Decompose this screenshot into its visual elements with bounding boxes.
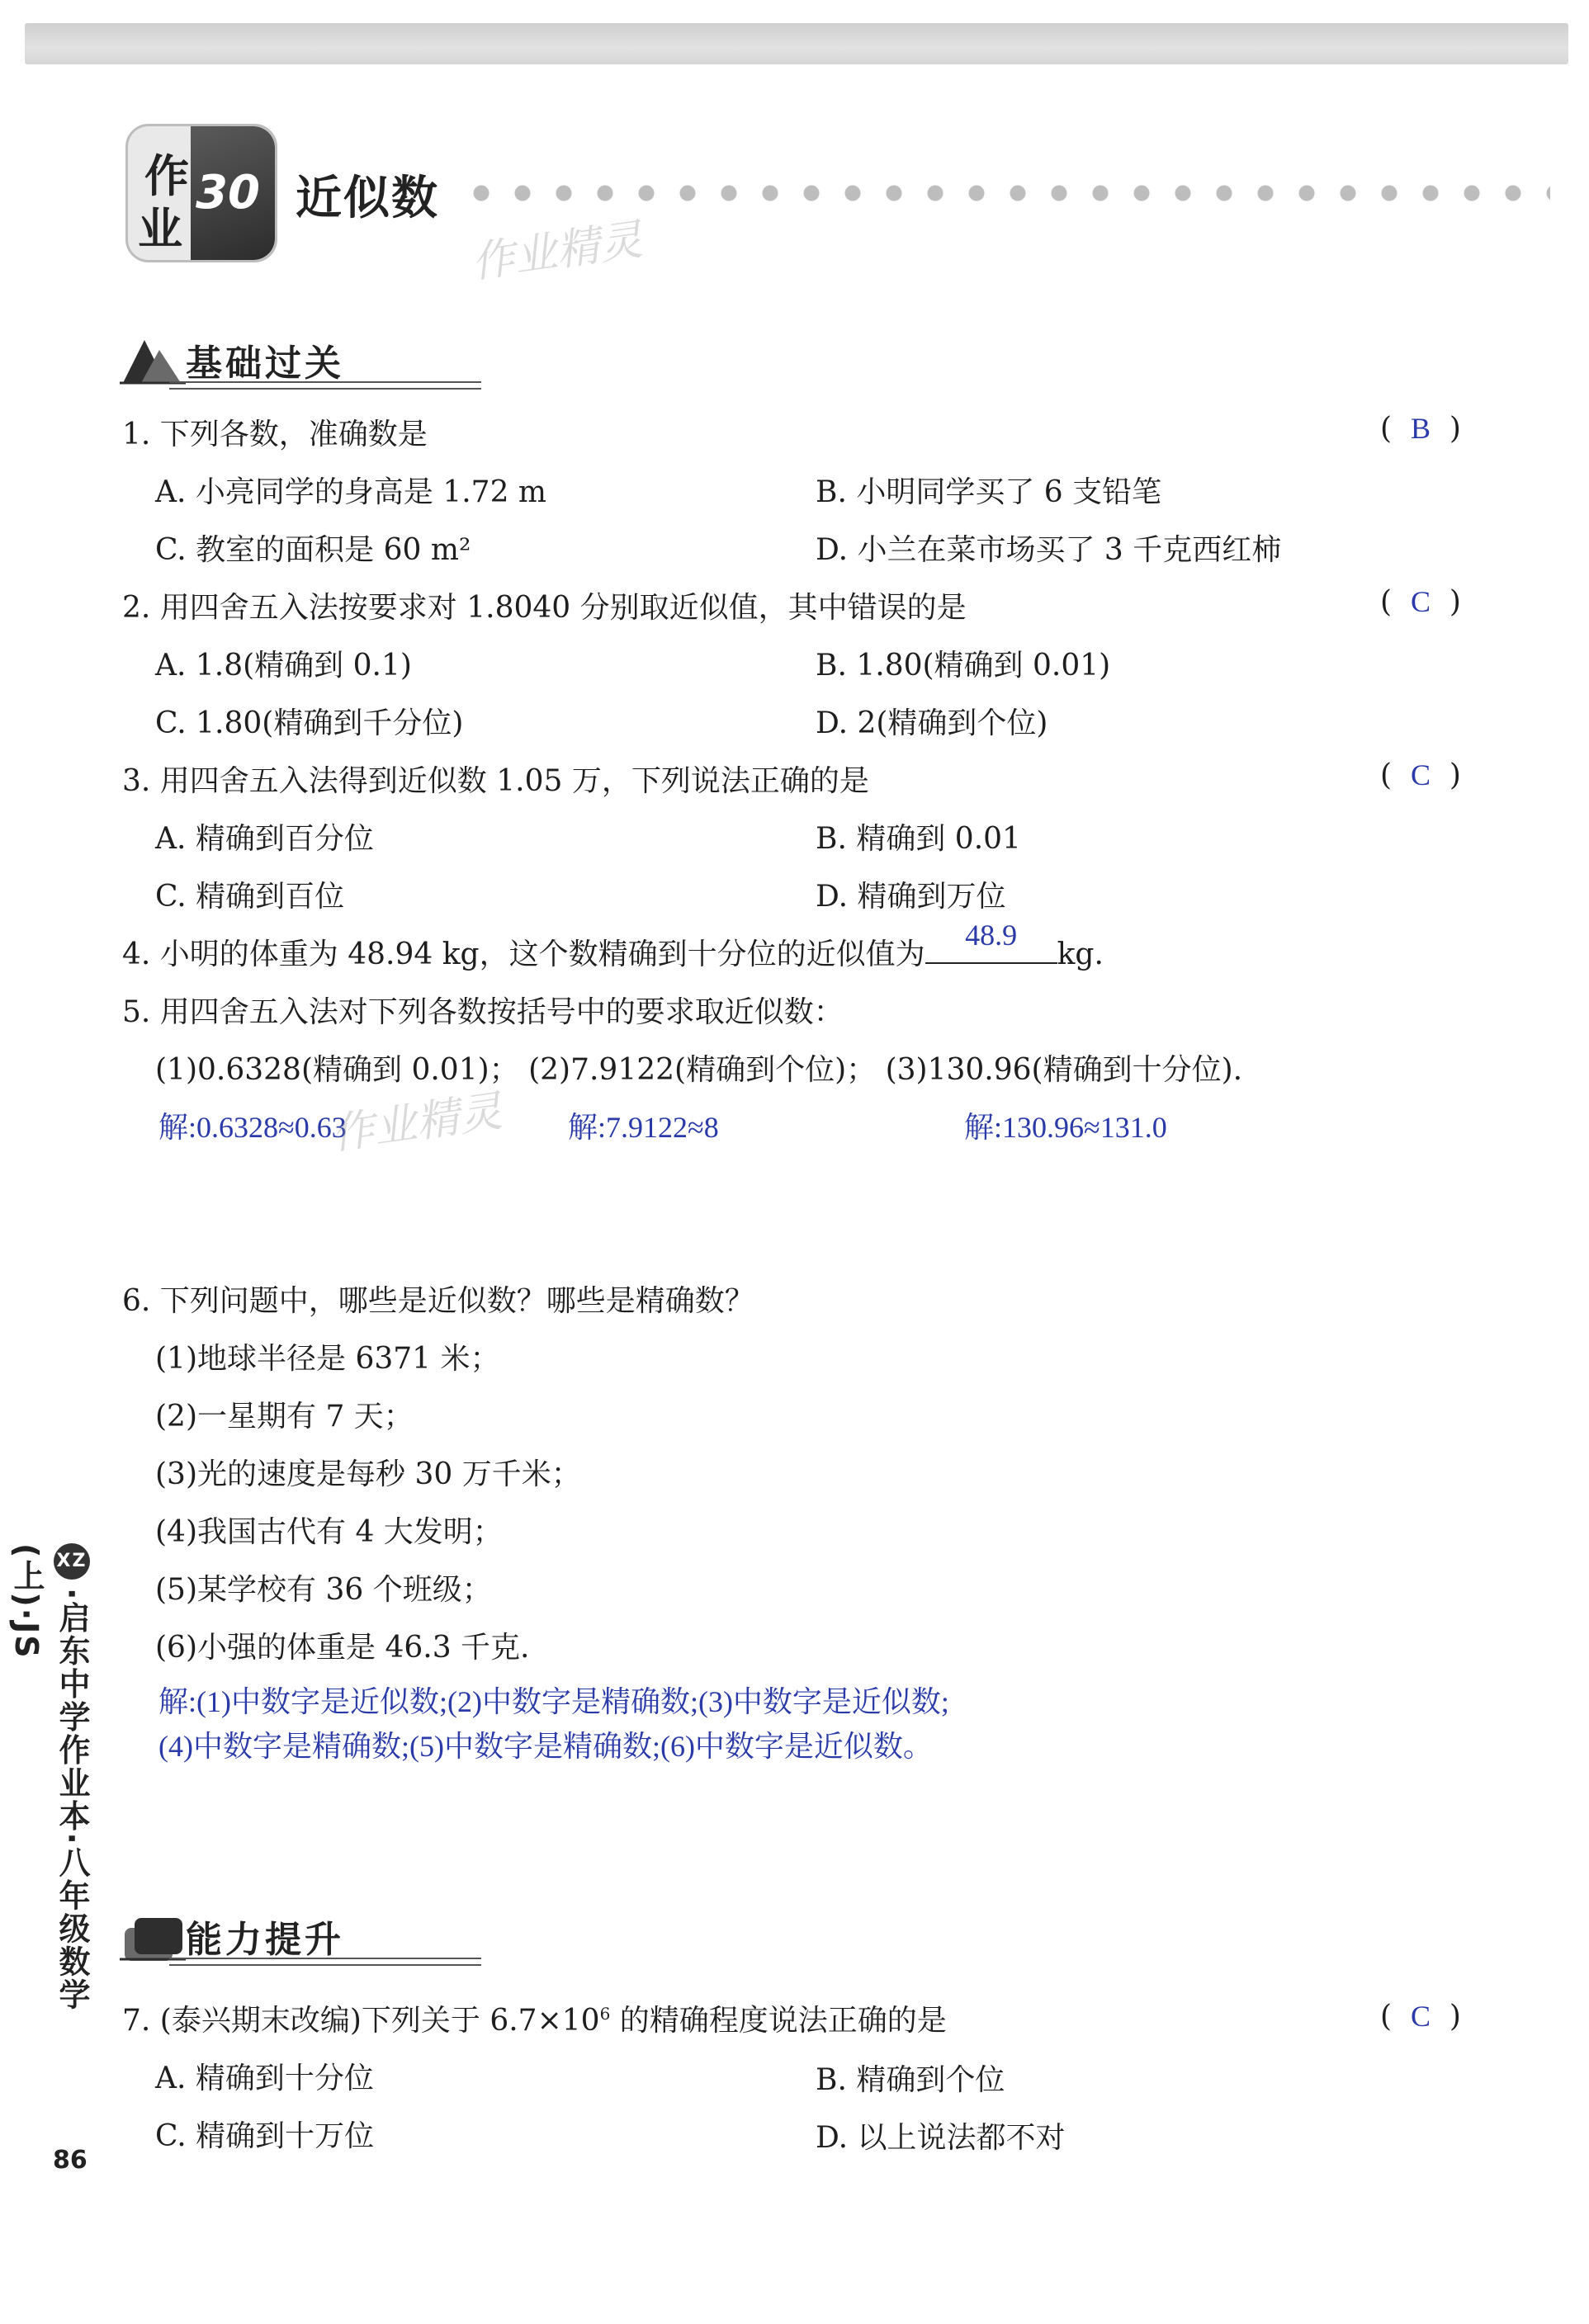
- q5-solution-1: 解:0.6328≈0.63: [158, 1111, 347, 1144]
- badge-top-char: 作: [144, 150, 189, 202]
- q7-option-c: C. 精确到十万位: [155, 2119, 375, 2153]
- q2-stem: 2. 用四舍五入法按要求对 1.8040 分别取近似值，其中错误的是: [122, 591, 967, 625]
- q1-answer-box: ( B ): [1380, 412, 1461, 446]
- q6-solution-line-1: 解:(1)中数字是近似数;(2)中数字是精确数;(3)中数字是近似数;: [158, 1685, 949, 1718]
- q2-option-b: B. 1.80(精确到 0.01): [816, 649, 1111, 683]
- q7-exponent: 6: [599, 2004, 611, 2024]
- section-title-basic: 基础过关: [186, 342, 344, 385]
- q1-option-b: B. 小明同学买了 6 支铅笔: [816, 475, 1162, 509]
- q6-item-4: (4)我国古代有 4 大发明；: [155, 1515, 503, 1549]
- top-scan-bar: [25, 23, 1568, 64]
- q6-item-1: (1)地球半径是 6371 米；: [155, 1342, 500, 1376]
- q7-stem-prefix: 7. (泰兴期末改编)下列关于 6.7×10: [122, 2004, 600, 2038]
- q6-item-2: (2)一星期有 7 天；: [155, 1400, 414, 1434]
- q4-unit: kg.: [1057, 938, 1104, 971]
- q4-line: [122, 919, 1104, 973]
- q2-option-d: D. 2(精确到个位): [816, 706, 1048, 740]
- homework-badge: [125, 124, 277, 262]
- q6-solution-line-2: (4)中数字是精确数;(5)中数字是精确数;(6)中数字是近似数。: [158, 1730, 933, 1763]
- publisher-badge: XZ: [54, 1543, 90, 1580]
- q3-stem: 3. 用四舍五入法得到近似数 1.05 万，下列说法正确的是: [122, 764, 869, 798]
- book-title: ·启东中学作业本·八年级数学(上)·JS: [8, 1543, 90, 2011]
- q2-answer: C: [1410, 585, 1431, 618]
- q7-answer: C: [1410, 2000, 1431, 2033]
- q1-answer: B: [1410, 412, 1431, 445]
- q1-option-a: A. 小亮同学的身高是 1.72 m: [155, 475, 547, 509]
- watermark: 作业精灵: [468, 215, 646, 289]
- q4-blank: [925, 919, 1057, 964]
- q5-solution-2: 解:7.9122≈8: [568, 1111, 719, 1144]
- q6-item-3: (3)光的速度是每秒 30 万千米；: [155, 1457, 581, 1491]
- q3-option-d: D. 精确到万位: [816, 880, 1006, 914]
- q5-stem: 5. 用四舍五入法对下列各数按括号中的要求取近似数：: [122, 995, 844, 1029]
- q1-option-d: D. 小兰在菜市场买了 3 千克西红柿: [816, 533, 1282, 567]
- badge-number: 30: [196, 166, 260, 220]
- section-rule: [169, 381, 481, 390]
- q2-option-a: A. 1.8(精确到 0.1): [155, 649, 412, 683]
- book-stack-icon: [120, 1908, 186, 1963]
- mountain-icon: [120, 332, 186, 386]
- q6-item-6: (6)小强的体重是 46.3 千克.: [155, 1631, 530, 1665]
- q2-answer-box: ( C ): [1380, 585, 1461, 619]
- section-rule-2: [169, 1958, 481, 1966]
- q7-option-a: A. 精确到十分位: [155, 2062, 374, 2095]
- q5-solution-3: 解:130.96≈131.0: [964, 1111, 1167, 1144]
- q7-stem-suffix: 的精确程度说法正确的是: [610, 2004, 947, 2038]
- section-title-advanced: 能力提升: [186, 1919, 344, 1961]
- q2-option-c: C. 1.80(精确到千分位): [155, 706, 464, 740]
- q4-stem: 4. 小明的体重为 48.94 kg，这个数精确到十分位的近似值为: [122, 938, 925, 971]
- title-dots-decoration: [461, 185, 1550, 201]
- q3-option-c: C. 精确到百位: [155, 880, 345, 914]
- q3-answer: C: [1410, 758, 1431, 791]
- q7-option-b: B. 精确到个位: [816, 2063, 1005, 2097]
- q7-option-d: D. 以上说法都不对: [816, 2121, 1066, 2155]
- section-header-basic: [120, 328, 499, 391]
- section-header-advanced: [120, 1905, 499, 1967]
- book-spine-label: [8, 1543, 95, 2121]
- q4-blank-answer: 48.9: [965, 919, 1018, 952]
- q7-answer-box: ( C ): [1380, 2000, 1461, 2034]
- q3-option-b: B. 精确到 0.01: [816, 822, 1021, 856]
- q3-answer-box: ( C ): [1380, 758, 1461, 792]
- watermark-2: 作业精灵: [328, 1086, 505, 1160]
- q7-stem: [122, 1997, 947, 2039]
- q6-item-5: (5)某学校有 36 个班级；: [155, 1573, 492, 1607]
- page-title: 近似数: [296, 172, 439, 225]
- q1-stem: 1. 下列各数，准确数是: [122, 418, 428, 451]
- q5-parts: (1)0.6328(精确到 0.01)； (2)7.9122(精确到个位)； (3)130.96(精确到十分位).: [155, 1053, 1243, 1087]
- q3-option-a: A. 精确到百分位: [155, 822, 374, 856]
- page-number: 86: [53, 2146, 87, 2175]
- q6-stem: 6. 下列问题中，哪些是近似数？哪些是精确数？: [122, 1284, 754, 1318]
- badge-bottom-char: 业: [138, 203, 182, 255]
- q1-option-c: C. 教室的面积是 60 m²: [155, 533, 471, 567]
